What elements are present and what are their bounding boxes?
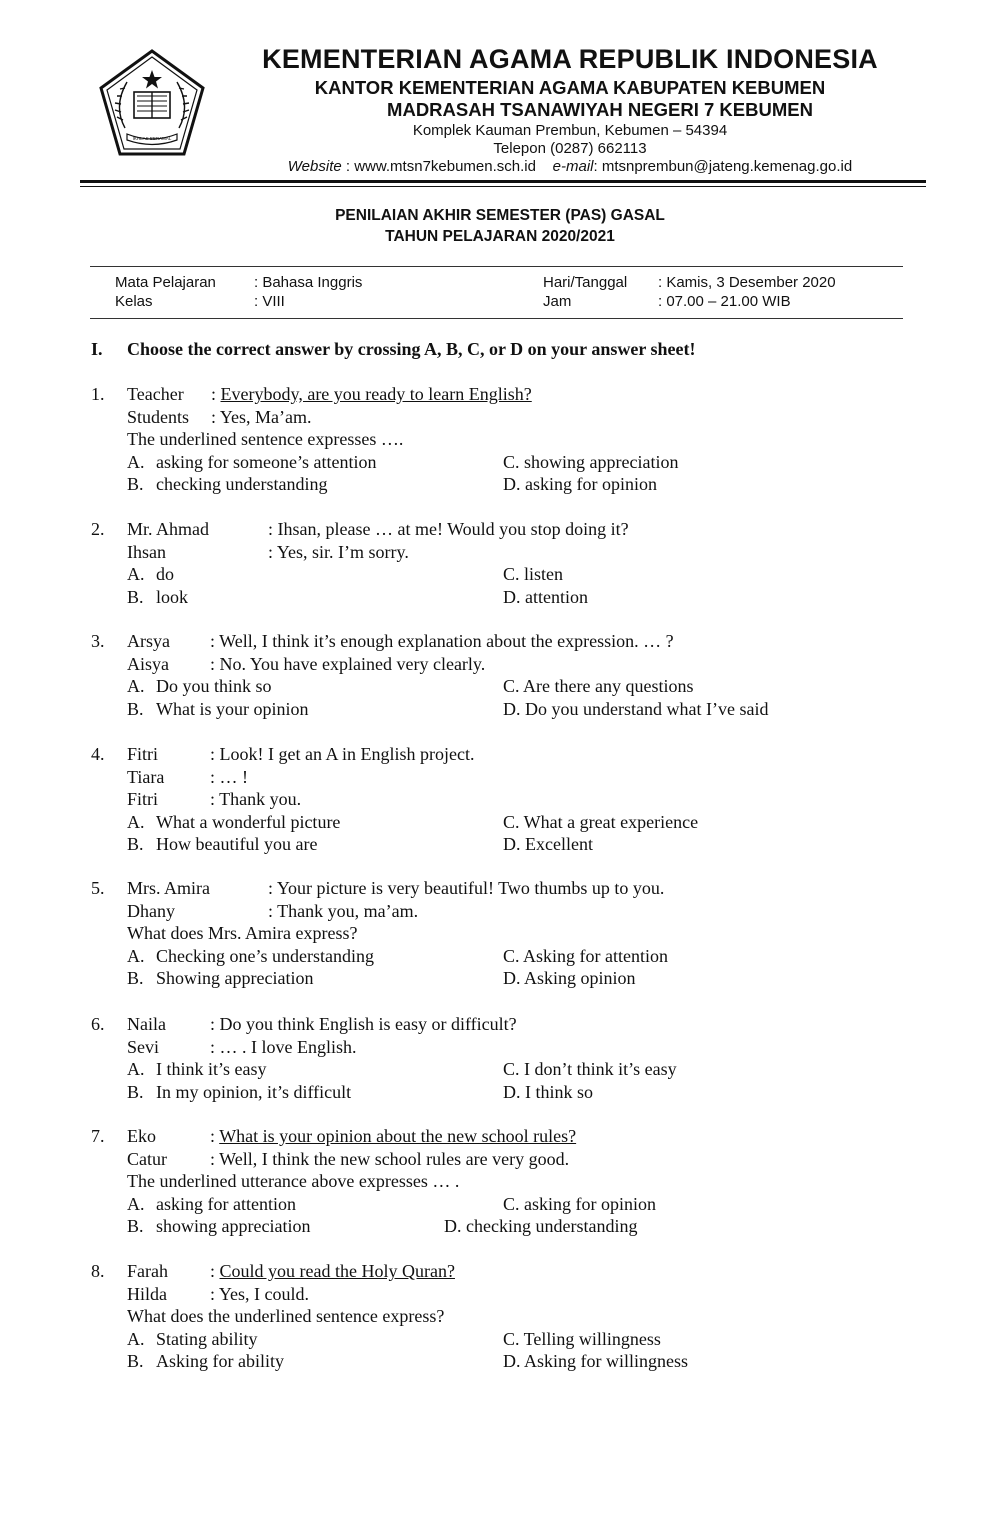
date-label: Hari/Tanggal	[543, 274, 628, 291]
utterance: : Could you read the Holy Quran?	[210, 1261, 455, 1281]
option-a[interactable]: A. Checking one’s understanding	[127, 945, 374, 966]
question-number: 3.	[91, 631, 105, 651]
option-d[interactable]: D. Do you understand what I’ve said	[503, 698, 769, 719]
question-number: 7.	[91, 1126, 105, 1146]
option-c[interactable]: C. What a great experience	[503, 811, 699, 832]
option-d[interactable]: D. Excellent	[503, 834, 593, 854]
question-number: 1.	[91, 384, 105, 404]
question-stem: What does Mrs. Amira express?	[127, 923, 358, 943]
question-3	[91, 630, 951, 720]
school-address: Komplek Kauman Prembun, Kebumen – 54394	[412, 122, 728, 139]
option-a[interactable]: A. Stating ability	[127, 1328, 258, 1349]
question-4	[91, 743, 951, 856]
speaker: Farah	[127, 1261, 168, 1281]
info-divider-top	[90, 266, 903, 267]
utterance: : Yes, I could.	[210, 1283, 310, 1304]
question-number: 8.	[91, 1261, 105, 1281]
option-d[interactable]: D. Asking for willingness	[503, 1351, 689, 1371]
utterance: : Ihsan, please … at me! Would you stop doing it?	[268, 519, 629, 539]
speaker: Teacher	[127, 384, 184, 404]
option-a[interactable]: A. Do you think so	[127, 676, 272, 696]
option-d[interactable]: D. checking understanding	[444, 1216, 638, 1236]
utterance: : Do you think English is easy or difficult?	[210, 1014, 517, 1034]
speaker: Naila	[127, 1014, 166, 1034]
header-divider-thin	[80, 186, 926, 187]
utterance: : Look! I get an A in English project.	[210, 744, 475, 764]
option-b[interactable]: B. In my opinion, it’s difficult	[127, 1081, 352, 1102]
question-8	[91, 1260, 951, 1373]
school-contact	[200, 158, 940, 175]
utterance: : Yes, Ma’am.	[211, 406, 312, 427]
speaker: Fitri	[127, 789, 159, 809]
question-stem: What does the underlined sentence express?	[127, 1306, 445, 1326]
ministry-name: KEMENTERIAN AGAMA REPUBLIK INDONESIA	[262, 44, 878, 74]
utterance: : Thank you.	[210, 789, 302, 809]
option-b[interactable]: B. checking understanding	[127, 474, 328, 494]
speaker: Students	[127, 406, 190, 427]
underlined-text: What is your opinion about the new school rules?	[219, 1126, 577, 1146]
question-number: 4.	[91, 744, 105, 764]
utterance: : Your picture is very beautiful! Two thumbs up to you.	[268, 878, 665, 898]
school-phone: Telepon (0287) 662113	[493, 140, 647, 157]
option-b[interactable]: B. What is your opinion	[127, 698, 309, 719]
utterance: : Well, I think it’s enough explanation about the expression. … ?	[210, 631, 674, 651]
subject-value: : Bahasa Inggris	[254, 274, 363, 291]
option-b[interactable]: B. Asking for ability	[127, 1351, 284, 1371]
utterance: : Everybody, are you ready to learn English?	[211, 384, 532, 404]
utterance: : … !	[210, 766, 248, 787]
question-5	[91, 877, 951, 990]
question-number: 5.	[91, 878, 105, 898]
utterance: : Well, I think the new school rules are very good.	[210, 1148, 570, 1169]
speaker: Aisya	[127, 653, 169, 674]
speaker: Catur	[127, 1148, 167, 1169]
underlined-text: Everybody, are you ready to learn English?	[220, 384, 532, 404]
utterance: : Yes, sir. I’m sorry.	[268, 541, 409, 562]
question-6	[91, 1013, 951, 1103]
class-value: : VIII	[254, 293, 285, 310]
speaker: Eko	[127, 1126, 156, 1146]
instruction-text: Choose the correct answer by crossing A, B, C, or D on your answer sheet!	[127, 339, 696, 359]
header-divider-thick	[80, 180, 926, 183]
subject-label: Mata Pelajaran	[115, 274, 216, 291]
option-a[interactable]: A. I think it’s easy	[127, 1059, 267, 1079]
utterance: : What is your opinion about the new school rules?	[210, 1126, 577, 1146]
section-number: I.	[91, 339, 103, 359]
question-stem: The underlined utterance above expresses … .	[127, 1171, 460, 1191]
speaker: Ihsan	[127, 541, 166, 562]
option-c[interactable]: C. I don’t think it’s easy	[503, 1059, 677, 1079]
email-label: e-mail	[552, 158, 594, 175]
time-label: Jam	[543, 293, 572, 310]
option-c[interactable]: C. Telling willingness	[503, 1328, 661, 1349]
option-d[interactable]: D. I think so	[503, 1081, 593, 1102]
option-d[interactable]: D. asking for opinion	[503, 474, 657, 494]
speaker: Hilda	[127, 1283, 167, 1304]
speaker: Tiara	[127, 766, 165, 787]
option-a[interactable]: A. asking for attention	[127, 1193, 296, 1214]
exam-title: PENILAIAN AKHIR SEMESTER (PAS) GASAL	[335, 207, 665, 224]
option-c[interactable]: C. listen	[503, 564, 564, 584]
option-c[interactable]: C. Are there any questions	[503, 676, 694, 696]
time-value: : 07.00 – 21.00 WIB	[658, 293, 791, 310]
section-instruction	[91, 339, 695, 360]
utterance: : Thank you, ma’am.	[268, 900, 419, 921]
question-number: 6.	[91, 1014, 105, 1034]
date-value: : Kamis, 3 Desember 2020	[658, 274, 836, 291]
speaker: Sevi	[127, 1036, 160, 1057]
speaker: Mrs. Amira	[127, 878, 210, 898]
utterance: : … . I love English.	[210, 1036, 357, 1057]
option-c[interactable]: C. asking for opinion	[503, 1193, 656, 1214]
question-number: 2.	[91, 519, 105, 539]
option-b[interactable]: B. Showing appreciation	[127, 968, 314, 988]
option-d[interactable]: D. attention	[503, 586, 588, 607]
ministry-logo	[97, 48, 207, 160]
utterance: : No. You have explained very clearly.	[210, 653, 486, 674]
option-b[interactable]: B. showing appreciation	[127, 1216, 311, 1236]
school-name: MADRASAH TSANAWIYAH NEGERI 7 KEBUMEN	[387, 99, 813, 120]
option-d[interactable]: D. Asking opinion	[503, 968, 636, 988]
email: : mtsnprembun@jateng.kemenag.go.id	[593, 158, 853, 175]
website-label: Website	[287, 158, 342, 175]
underlined-text: Could you read the Holy Quran?	[219, 1261, 455, 1281]
option-a[interactable]: A. What a wonderful picture	[127, 811, 341, 832]
speaker: Dhany	[127, 900, 175, 921]
speaker: Fitri	[127, 744, 159, 764]
speaker: Mr. Ahmad	[127, 519, 210, 539]
option-b[interactable]: B. How beautiful you are	[127, 834, 318, 854]
logo-motto: IKHLAS BERAMAL	[132, 136, 172, 141]
website: : www.mtsn7kebumen.sch.id	[341, 158, 536, 175]
info-divider-bottom	[90, 318, 903, 319]
exam-year: TAHUN PELAJARAN 2020/2021	[385, 228, 615, 245]
option-b[interactable]: B. look	[127, 586, 189, 607]
question-stem: The underlined sentence expresses ….	[127, 429, 404, 449]
option-c[interactable]: C. Asking for attention	[503, 945, 668, 966]
office-name: KANTOR KEMENTERIAN AGAMA KABUPATEN KEBUMEN	[314, 77, 826, 98]
question-7	[91, 1125, 951, 1238]
question-2	[91, 518, 951, 608]
option-a[interactable]: A. asking for someone’s attention	[127, 451, 377, 472]
speaker: Arsya	[127, 631, 170, 651]
class-label: Kelas	[115, 293, 153, 310]
question-1	[91, 383, 951, 496]
option-a[interactable]: A. do	[127, 564, 174, 584]
option-c[interactable]: C. showing appreciation	[503, 451, 679, 472]
